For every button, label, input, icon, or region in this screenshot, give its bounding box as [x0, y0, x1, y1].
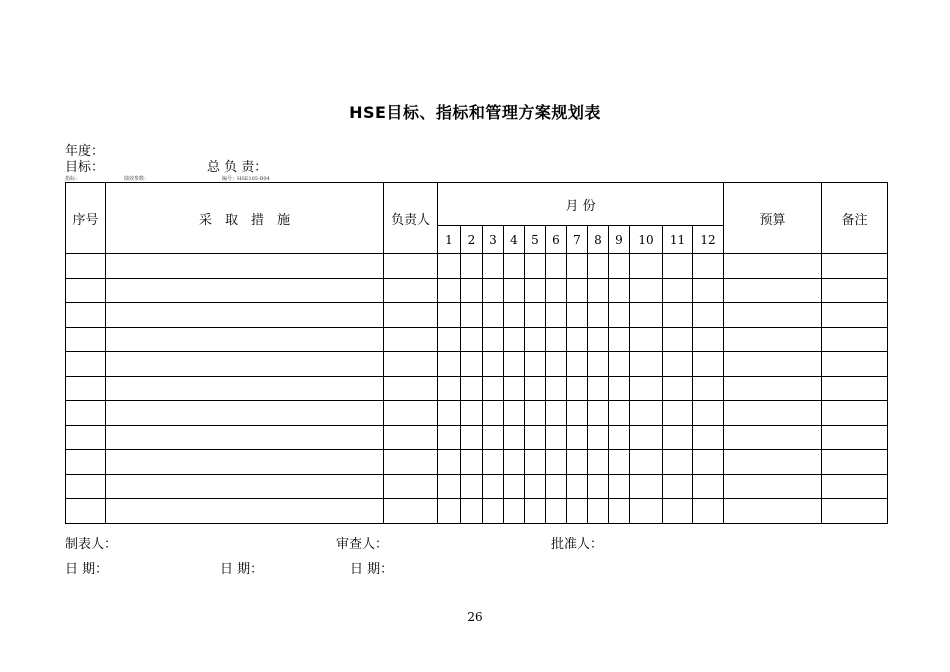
table-cell: [630, 474, 663, 499]
approver-label: 批准人：: [551, 537, 604, 552]
table-cell: [525, 376, 546, 401]
table-cell: [609, 303, 630, 328]
table-cell: [525, 278, 546, 303]
table-cell: [504, 376, 525, 401]
table-row: [66, 254, 888, 279]
table-cell: [504, 352, 525, 377]
table-cell: [461, 303, 483, 328]
table-cell: [630, 376, 663, 401]
table-cell: [822, 278, 888, 303]
table-cell: [724, 254, 822, 279]
chief-responsible-label: 总 负 责：: [207, 160, 268, 175]
table-cell: [66, 499, 106, 524]
table-cell: [438, 303, 461, 328]
table-cell: [525, 499, 546, 524]
table-cell: [461, 254, 483, 279]
table-cell: [546, 425, 567, 450]
table-cell: [724, 376, 822, 401]
table-cell: [66, 327, 106, 352]
table-cell: [546, 254, 567, 279]
table-cell: [106, 376, 384, 401]
table-cell: [106, 499, 384, 524]
table-cell: [567, 327, 588, 352]
indicator-label: 指标：: [65, 176, 81, 182]
table-cell: [483, 450, 504, 475]
performance-parameter-label: 绩效参数：: [124, 176, 150, 182]
table-cell: [693, 352, 724, 377]
table-cell: [630, 401, 663, 426]
table-cell: [66, 376, 106, 401]
table-cell: [630, 425, 663, 450]
table-cell: [483, 499, 504, 524]
table-cell: [546, 278, 567, 303]
page-number: 26: [467, 610, 483, 624]
table-cell: [663, 278, 693, 303]
table-cell: [724, 450, 822, 475]
table-cell: [724, 303, 822, 328]
table-cell: [693, 474, 724, 499]
table-cell: [609, 327, 630, 352]
table-cell: [438, 450, 461, 475]
table-cell: [384, 254, 438, 279]
table-cell: [567, 474, 588, 499]
table-cell: [546, 450, 567, 475]
table-cell: [588, 425, 609, 450]
col-header-remarks: 备注: [822, 183, 888, 254]
table-cell: [461, 474, 483, 499]
table-cell: [588, 352, 609, 377]
table-cell: [609, 254, 630, 279]
table-cell: [483, 327, 504, 352]
table-cell: [546, 499, 567, 524]
plan-table: [65, 182, 888, 524]
table-row: [66, 376, 888, 401]
table-row: [66, 425, 888, 450]
table-cell: [588, 254, 609, 279]
table-cell: [483, 425, 504, 450]
col-header-seq: 序号: [66, 183, 106, 254]
table-cell: [663, 425, 693, 450]
table-cell: [546, 376, 567, 401]
table-cell: [461, 499, 483, 524]
table-row: [66, 499, 888, 524]
table-cell: [609, 474, 630, 499]
table-cell: [693, 376, 724, 401]
table-cell: [567, 352, 588, 377]
table-cell: [663, 474, 693, 499]
month-header: 7: [567, 226, 588, 254]
table-row: [66, 327, 888, 352]
table-row: [66, 352, 888, 377]
table-cell: [588, 474, 609, 499]
table-cell: [438, 376, 461, 401]
table-cell: [66, 303, 106, 328]
table-cell: [822, 450, 888, 475]
table-cell: [504, 450, 525, 475]
table-cell: [663, 499, 693, 524]
table-cell: [461, 327, 483, 352]
table-cell: [609, 352, 630, 377]
table-cell: [630, 450, 663, 475]
table-cell: [483, 254, 504, 279]
month-header: 3: [483, 226, 504, 254]
table-cell: [588, 401, 609, 426]
table-cell: [609, 425, 630, 450]
table-cell: [546, 327, 567, 352]
table-cell: [693, 425, 724, 450]
table-cell: [693, 303, 724, 328]
table-cell: [724, 499, 822, 524]
table-cell: [525, 474, 546, 499]
table-cell: [384, 499, 438, 524]
table-cell: [567, 425, 588, 450]
table-cell: [461, 450, 483, 475]
table-cell: [663, 303, 693, 328]
reviewer-date-label: 日 期：: [220, 562, 264, 577]
table-cell: [504, 278, 525, 303]
table-cell: [106, 303, 384, 328]
table-cell: [663, 352, 693, 377]
table-cell: [609, 450, 630, 475]
table-cell: [724, 474, 822, 499]
table-cell: [630, 499, 663, 524]
table-cell: [483, 352, 504, 377]
table-cell: [609, 401, 630, 426]
table-cell: [630, 278, 663, 303]
table-cell: [663, 450, 693, 475]
table-cell: [588, 499, 609, 524]
table-cell: [663, 254, 693, 279]
table-cell: [504, 401, 525, 426]
table-cell: [504, 474, 525, 499]
table-cell: [609, 278, 630, 303]
table-cell: [106, 450, 384, 475]
table-cell: [66, 352, 106, 377]
form-code-label: 编号：HSE105-B04: [222, 176, 270, 182]
table-cell: [822, 352, 888, 377]
table-cell: [567, 303, 588, 328]
table-cell: [822, 254, 888, 279]
table-cell: [525, 450, 546, 475]
table-cell: [693, 450, 724, 475]
table-cell: [461, 278, 483, 303]
table-cell: [546, 352, 567, 377]
table-cell: [609, 499, 630, 524]
table-cell: [724, 425, 822, 450]
month-header: 6: [546, 226, 567, 254]
table-cell: [438, 474, 461, 499]
table-cell: [438, 278, 461, 303]
table-cell: [66, 450, 106, 475]
table-cell: [66, 401, 106, 426]
table-cell: [106, 352, 384, 377]
table-cell: [66, 254, 106, 279]
table-cell: [822, 376, 888, 401]
table-cell: [525, 425, 546, 450]
table-cell: [693, 327, 724, 352]
month-header: 5: [525, 226, 546, 254]
table-cell: [567, 278, 588, 303]
table-cell: [438, 254, 461, 279]
table-cell: [384, 352, 438, 377]
table-cell: [461, 376, 483, 401]
table-cell: [693, 401, 724, 426]
month-header: 2: [461, 226, 483, 254]
table-cell: [384, 278, 438, 303]
table-row: [66, 278, 888, 303]
table-cell: [384, 376, 438, 401]
table-cell: [546, 474, 567, 499]
table-cell: [106, 401, 384, 426]
table-cell: [546, 401, 567, 426]
table-cell: [384, 450, 438, 475]
table-cell: [663, 401, 693, 426]
table-cell: [567, 499, 588, 524]
table-cell: [66, 278, 106, 303]
year-label: 年度：: [65, 144, 105, 159]
table-cell: [588, 303, 609, 328]
table-cell: [525, 327, 546, 352]
table-cell: [724, 401, 822, 426]
month-header: 10: [630, 226, 663, 254]
table-cell: [630, 254, 663, 279]
table-cell: [588, 278, 609, 303]
table-cell: [567, 450, 588, 475]
table-cell: [483, 401, 504, 426]
table-cell: [66, 474, 106, 499]
table-cell: [438, 352, 461, 377]
month-header: 1: [438, 226, 461, 254]
table-cell: [588, 376, 609, 401]
table-cell: [504, 425, 525, 450]
table-cell: [504, 303, 525, 328]
table-cell: [461, 425, 483, 450]
table-cell: [106, 254, 384, 279]
table-cell: [66, 425, 106, 450]
table-cell: [504, 499, 525, 524]
table-cell: [724, 352, 822, 377]
table-cell: [438, 401, 461, 426]
table-cell: [588, 450, 609, 475]
table-cell: [525, 303, 546, 328]
table-cell: [630, 352, 663, 377]
table-cell: [483, 376, 504, 401]
table-cell: [461, 352, 483, 377]
table-cell: [525, 352, 546, 377]
month-header: 12: [693, 226, 724, 254]
table-cell: [525, 254, 546, 279]
col-header-person: 负责人: [384, 183, 438, 254]
header-row-top: [66, 183, 888, 226]
table-cell: [693, 499, 724, 524]
table-cell: [822, 474, 888, 499]
table-cell: [663, 376, 693, 401]
col-header-budget: 预算: [724, 183, 822, 254]
table-cell: [438, 425, 461, 450]
table-cell: [822, 303, 888, 328]
table-cell: [483, 474, 504, 499]
reviewer-label: 审查人：: [336, 537, 389, 552]
table-cell: [504, 327, 525, 352]
month-header: 9: [609, 226, 630, 254]
document-title: HSE目标、指标和管理方案规划表: [349, 103, 601, 122]
table-cell: [384, 401, 438, 426]
maker-date-label: 日 期：: [65, 562, 109, 577]
table-cell: [106, 278, 384, 303]
table-cell: [384, 474, 438, 499]
table-cell: [384, 425, 438, 450]
goal-label: 目标：: [65, 160, 105, 175]
table-cell: [724, 327, 822, 352]
table-cell: [822, 425, 888, 450]
table-cell: [106, 425, 384, 450]
table-row: [66, 303, 888, 328]
table-cell: [567, 254, 588, 279]
table-cell: [663, 327, 693, 352]
table-cell: [630, 327, 663, 352]
table-row: [66, 401, 888, 426]
table-cell: [438, 327, 461, 352]
table-row: [66, 474, 888, 499]
col-header-measures: 采 取 措 施: [106, 183, 384, 254]
month-header: 4: [504, 226, 525, 254]
table-cell: [822, 327, 888, 352]
table-cell: [384, 327, 438, 352]
table-cell: [384, 303, 438, 328]
table-cell: [693, 254, 724, 279]
col-header-months: 月 份: [438, 183, 724, 226]
table-cell: [630, 303, 663, 328]
table-cell: [567, 376, 588, 401]
table-cell: [724, 278, 822, 303]
month-header: 11: [663, 226, 693, 254]
table-cell: [504, 254, 525, 279]
approver-date-label: 日 期：: [350, 562, 394, 577]
table-cell: [588, 327, 609, 352]
table-maker-label: 制表人：: [65, 537, 118, 552]
table-cell: [822, 401, 888, 426]
table-cell: [438, 499, 461, 524]
table-cell: [525, 401, 546, 426]
table-cell: [106, 327, 384, 352]
table-cell: [483, 278, 504, 303]
table-cell: [546, 303, 567, 328]
table-cell: [822, 499, 888, 524]
table-cell: [483, 303, 504, 328]
table-row: [66, 450, 888, 475]
table-cell: [609, 376, 630, 401]
table-cell: [567, 401, 588, 426]
table-cell: [461, 401, 483, 426]
table-cell: [106, 474, 384, 499]
table-cell: [693, 278, 724, 303]
month-header: 8: [588, 226, 609, 254]
